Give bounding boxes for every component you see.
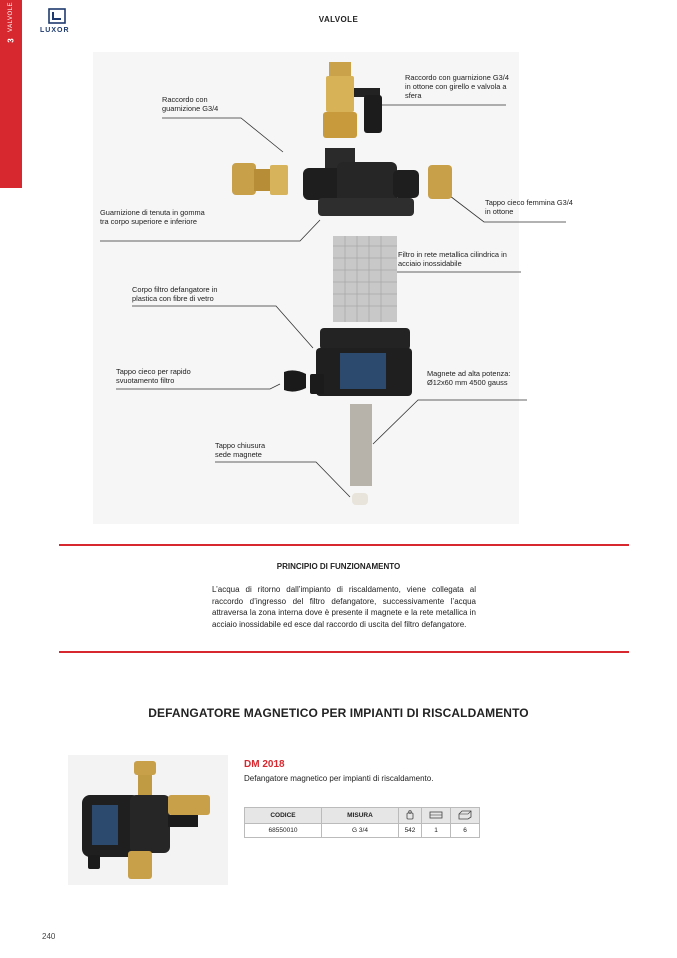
product-code: DM 2018 — [244, 759, 285, 770]
table-row — [245, 824, 480, 838]
table-header-row — [245, 808, 480, 824]
leader-corpo — [132, 306, 313, 348]
section-tab-label: VALVOLE — [8, 2, 14, 32]
magnet-cap — [352, 493, 368, 505]
principio-title: PRINCIPIO DI FUNZIONAMENTO — [276, 562, 401, 571]
section-tab-number: 3 — [6, 38, 16, 43]
brass-cap — [428, 165, 452, 199]
brand-name: LUXOR — [40, 27, 70, 34]
product-section-title: DEFANGATORE MAGNETICO PER IMPIANTI DI RISCALDAMENTO — [148, 706, 529, 720]
cell-col5: 6 — [451, 824, 480, 838]
header-codice: CODICE — [245, 808, 322, 824]
leader-tappo-magnete — [215, 462, 350, 497]
divider-top — [59, 544, 629, 546]
header-unit-weight — [399, 808, 422, 824]
cell-misura: G 3/4 — [322, 824, 399, 838]
page-number: 240 — [42, 932, 56, 941]
cell-col4: 1 — [422, 824, 451, 838]
page-section-title: VALVOLE — [318, 15, 359, 24]
label-corpo-filtro: Corpo filtro defangatore in plastica con fibre di vetro — [132, 285, 218, 304]
unit-weight-icon — [406, 810, 414, 820]
label-guarnizione: Guarnizione di tenuta in gomma tra corpo superiore e inferiore — [100, 208, 205, 227]
magnet-rod — [350, 404, 372, 486]
package-icon — [428, 810, 444, 820]
filter-body — [310, 328, 412, 396]
cell-col3: 542 — [399, 824, 422, 838]
label-raccordo-g34: Raccordo con guarnizione G3/4 — [162, 95, 219, 114]
box-icon — [457, 810, 473, 820]
label-filtro-rete: Filtro in rete metallica cilindrica in acciaio inossidabile — [398, 250, 507, 269]
leader-magnete — [373, 400, 527, 444]
label-tappo-magnete: Tappo chiusura sede magnete — [215, 441, 266, 460]
mesh-filter — [333, 236, 397, 322]
product-spec-table — [244, 807, 480, 838]
filter-head — [303, 148, 419, 216]
principio-body: L’acqua di ritorno dall’impianto di riscaldamento, viene collegata al raccordo d’ingresso del filtro defangatore, successivamente l’acqua attraversa la zona interna dove è presente il magnete e la rete metallica in acciaio inossidabile ed esce dal raccordo di uscita del filtro defangatore. — [212, 585, 476, 629]
header-box — [451, 808, 480, 824]
cell-codice: 68550010 — [245, 824, 322, 838]
left-brass-fitting — [232, 163, 288, 195]
product-photo — [68, 755, 228, 885]
product-photo-drawing — [68, 755, 228, 885]
label-raccordo-sfera: Raccordo con guarnizione G3/4 in ottone con girello e valvola a sfera — [405, 73, 509, 101]
label-tappo-svuotamento: Tappo cieco per rapido svuotamento filtro — [116, 367, 191, 386]
product-description: Defangatore magnetico per impianti di riscaldamento. — [244, 774, 434, 783]
ball-valve-fitting — [323, 62, 382, 138]
divider-bottom — [59, 651, 629, 653]
header-package — [422, 808, 451, 824]
leader-raccordo-g34 — [162, 118, 283, 152]
label-tappo-femmina: Tappo cieco femmina G3/4 in ottone — [485, 198, 573, 217]
drain-cap — [284, 370, 306, 391]
header-misura: MISURA — [322, 808, 399, 824]
label-magnete: Magnete ad alta potenza: Ø12x60 mm 4500 gauss — [427, 369, 511, 388]
